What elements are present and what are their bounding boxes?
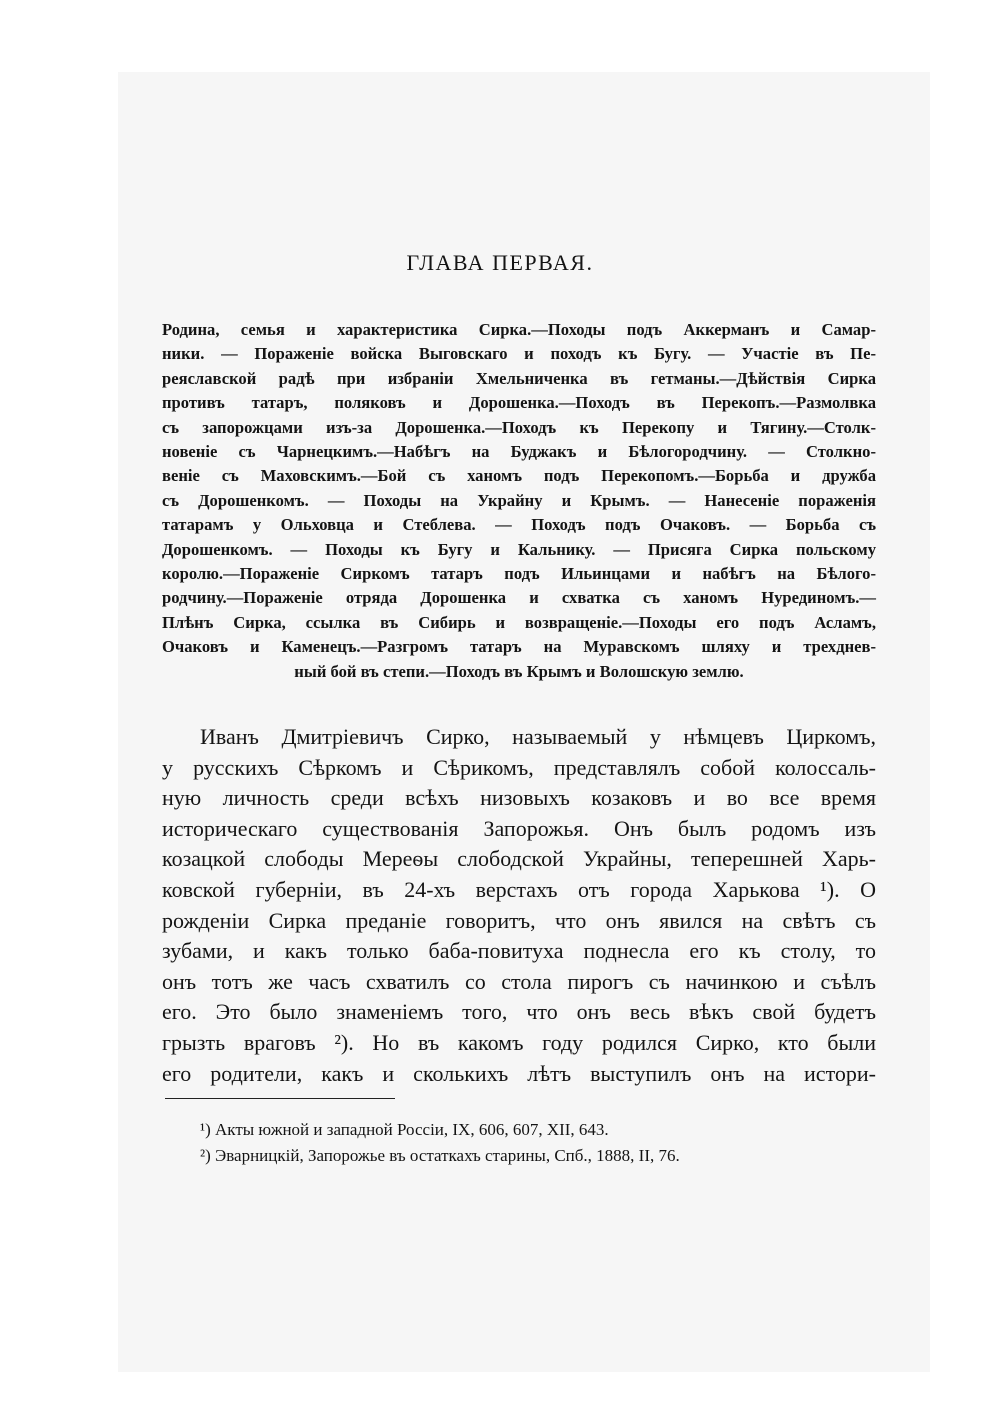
body-line: рожденіи Сирка преданіе говоритъ, что онъ явился на свѣтъ съ <box>162 907 876 933</box>
summary-line: Дорошенкомъ. — Походы къ Бугу и Кальнику. — Присяга Сирка польскому <box>162 539 876 559</box>
body-line: грызть враговъ ²). Но въ какомъ году родился Сирко, кто были <box>162 1029 876 1055</box>
footnote-mark: ²) <box>200 1146 211 1165</box>
body-line: его родители, какъ и сколькихъ лѣтъ выступилъ онъ на истори- <box>162 1060 876 1086</box>
body-line: зубами, и какъ только баба-повитуха поднесла его къ столу, то <box>162 938 876 964</box>
body-line: Иванъ Дмитріевичъ Сирко, называемый у нѣмцевъ Циркомъ, <box>200 724 876 749</box>
summary-line: новеніе съ Чарнецкимъ.—Набѣгъ на Буджакъ и Бѣлогородчину. — Столкно- <box>162 442 876 462</box>
body-line: козацкой слободы Мереѳы слободской Украйны, теперешней Харь- <box>162 846 876 872</box>
summary-line: Родина, семья и характеристика Сирка.—Походы подъ Аккерманъ и Самар- <box>162 320 876 339</box>
body-line: онъ тотъ же часъ схватилъ со стола пирогъ съ начинкою и съѣлъ <box>162 968 876 994</box>
summary-line: противъ татаръ, поляковъ и Дорошенка.—Походъ въ Перекопъ.—Размолвка <box>162 393 876 413</box>
summary-line: реяславской радѣ при избраніи Хмельниченка въ гетманы.—Дѣйствія Сирка <box>162 368 876 388</box>
summary-line: королю.—Пораженіе Сиркомъ татаръ подъ Ильинцами и набѣгъ на Бѣлого- <box>162 564 876 584</box>
footnote-mark: ¹) <box>200 1120 211 1139</box>
summary-line: веніе съ Маховскимъ.—Бой съ ханомъ подъ Перекопомъ.—Борьба и дружба <box>162 466 876 486</box>
summary-line: съ Дорошенкомъ. — Походы на Украйну и Крымъ. — Нанесеніе пораженія <box>162 490 876 510</box>
body-line: историческаго существованія Запорожья. Онъ былъ родомъ изъ <box>162 815 876 841</box>
footnote-1 <box>200 1117 880 1143</box>
body-paragraph <box>162 722 876 1089</box>
summary-line: ники. — Пораженіе войска Выговскаго и походъ къ Бугу. — Участіе въ Пе- <box>162 344 876 364</box>
summary-line: татарамъ у Ольховца и Стеблева. — Походъ подъ Очаковъ. — Борьба съ <box>162 515 876 535</box>
footnote-separator <box>165 1098 395 1099</box>
body-line: его. Это было знаменіемъ того, что онъ весь вѣкъ свой будетъ <box>162 999 876 1025</box>
summary-line: Плѣнъ Сирка, ссылка въ Сибирь и возвращеніе.—Походы его подъ Асламъ, <box>162 612 876 632</box>
chapter-summary <box>162 318 876 684</box>
summary-line: родчину.—Пораженіе отряда Дорошенка и схватка съ ханомъ Нурединомъ.— <box>162 588 876 608</box>
body-line: у русскихъ Сѣркомъ и Сѣрикомъ, представлялъ собой колоссаль- <box>162 754 876 780</box>
summary-line: ный бой въ степи.—Походъ въ Крымъ и Волошскую землю. <box>294 661 744 681</box>
body-line: ную личность среди всѣхъ низовыхъ козаковъ и во все время <box>162 785 876 811</box>
summary-line: Очаковъ и Каменецъ.—Разгромъ татаръ на Муравскомъ шляху и трехднев- <box>162 637 876 657</box>
body-line: ковской губерніи, въ 24-хъ верстахъ отъ города Харькова ¹). О <box>162 876 876 902</box>
chapter-title: ГЛАВА ПЕРВАЯ. <box>406 250 594 275</box>
footnote-text: Акты южной и западной Россіи, IX, 606, 607, XII, 643. <box>215 1120 609 1139</box>
footnote-text: Эварницкій, Запорожье въ остаткахъ старины, Спб., 1888, II, 76. <box>215 1146 680 1165</box>
summary-line: съ запорожцами изъ-за Дорошенка.—Походъ къ Перекопу и Тягину.—Столк- <box>162 417 876 437</box>
footnote-2 <box>200 1143 880 1169</box>
footnotes <box>200 1117 880 1169</box>
